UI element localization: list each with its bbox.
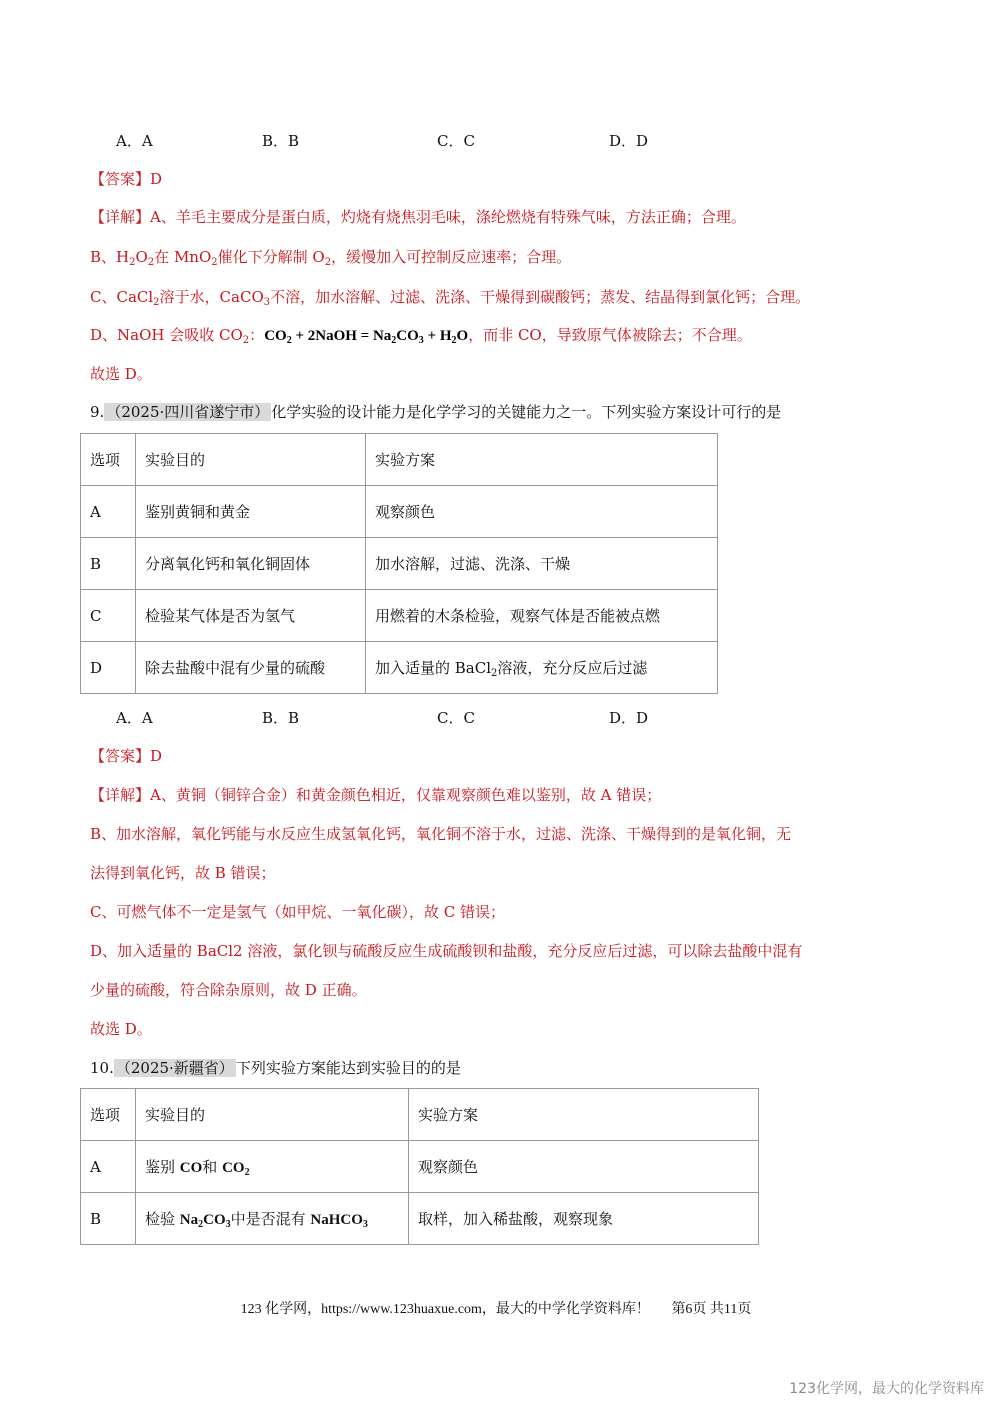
subscript: 2 [451,335,457,346]
q9-option-d: D．D [609,709,649,727]
subscript: 2 [324,257,332,268]
footer-text: 123 化学网，https://www.123huaxue.com，最大的中学化学资料库！ [240,1302,650,1317]
text: D、NaOH 会吸收 CO [90,326,243,344]
plan-cell: 用燃着的木条检验，观察气体是否能被点燃 [366,590,718,642]
q9-options [116,707,816,729]
table-row [81,486,718,538]
subscript: 2 [198,1218,204,1230]
q8-options [116,130,816,152]
q9-detail-c: C、可燃气体不一定是氢气（如甲烷、一氧化碳），故 C 错误； [90,903,505,921]
detail-text: A、羊毛主要成分是蛋白质，灼烧有烧焦羽毛味，涤纶燃烧有特殊气味，方法正确；合理。 [150,208,746,226]
plan-cell: 观察颜色 [409,1141,759,1193]
table-row [81,642,718,694]
q8-conclusion: 故选 D。 [90,365,152,383]
option-cell: C [81,590,136,642]
purpose-cell: 分离氧化钙和氧化铜固体 [136,538,366,590]
table-row [81,590,718,642]
q8-detail-b [90,246,571,274]
q9-conclusion: 故选 D。 [90,1020,152,1038]
header-cell: 实验目的 [136,1089,409,1141]
option-cell: D [81,642,136,694]
page-footer [0,1298,992,1318]
q9-answer [90,745,162,767]
text: 溶液，充分反应后过滤 [497,658,648,677]
formula: NaHCO [310,1211,363,1228]
option-cell: B [81,1193,136,1245]
answer-value: D [150,747,163,765]
q9-detail-d2: 少量的硫酸，符合除杂原则，故 D 正确。 [90,981,367,999]
header-cell: 实验目的 [136,434,366,486]
q9-option-b: B．B [262,709,300,727]
q9-detail-a [90,784,661,806]
subscript: 3 [225,1218,231,1230]
formula: CO [222,1159,245,1176]
table-header-row [81,434,718,486]
watermark: 123化学网，最大的化学资料库 [789,1381,984,1397]
subscript: 2 [244,1166,250,1178]
eq-part: O [456,328,469,344]
text: ： [249,326,265,344]
answer-label: 【答案】 [90,170,151,188]
detail-text: A、黄铜（铜锌合金）和黄金颜色相近，仅靠观察颜色难以鉴别，故 A 错误； [150,786,662,804]
eq-part: CO [264,328,287,344]
text: 溶于水，CaCO [159,288,264,306]
subscript: 2 [491,667,498,679]
subscript: 3 [418,335,424,346]
plan-cell [366,642,718,694]
subscript: 2 [147,257,155,268]
plan-cell: 观察颜色 [366,486,718,538]
q8-detail-d [90,324,752,352]
subscript: 2 [153,297,160,308]
header-cell: 选项 [81,1089,136,1141]
option-cell: A [81,486,136,538]
header-cell: 实验方案 [366,434,718,486]
text: 鉴别 [145,1157,180,1176]
q9-detail-d1: D、加入适量的 BaCl2 溶液，氯化钡与硫酸反应生成硫酸钡和盐酸，充分反应后过滤，可以除去盐酸中混有 [90,942,803,960]
q8-detail-c [90,286,810,314]
subscript: 2 [129,257,136,268]
source-tag: （2025·四川省遂宁市） [106,403,270,421]
header-cell: 选项 [81,434,136,486]
question-text: 下列实验方案能达到实验目的的是 [235,1059,461,1077]
purpose-cell [136,1141,409,1193]
text: O [135,248,148,266]
table-row [81,1141,759,1193]
chemical-equation [264,328,468,344]
detail-label: 【详解】 [90,786,151,804]
detail-label: 【详解】 [90,208,151,226]
answer-value: D [150,170,163,188]
text: 催化下分解制 O [217,248,325,266]
subscript: 3 [362,1218,368,1230]
answer-label: 【答案】 [90,747,151,765]
page-number: 第6页 共11页 [671,1302,752,1317]
table-row [81,1193,759,1245]
source-tag: （2025·新疆省） [115,1059,234,1077]
eq-part: + H [423,328,452,344]
plan-cell: 取样，加入稀盐酸，观察现象 [409,1193,759,1245]
text: 不溶，加水溶解、过滤、洗涤、干燥得到碳酸钙；蒸发、结晶得到氯化钙；合理。 [270,288,811,306]
text: 检验 [145,1209,180,1228]
subscript: 2 [211,257,218,268]
q8-option-d: D．D [609,132,649,150]
table-header-row [81,1089,759,1141]
q8-answer [90,168,162,190]
q8-option-b: B．B [262,132,300,150]
eq-part: + 2NaOH = Na [291,328,392,344]
text: 和 [202,1157,223,1176]
q8-option-c: C．C [437,132,475,150]
option-cell: B [81,538,136,590]
header-cell: 实验方案 [409,1089,759,1141]
text: 加入适量的 BaCl [375,658,492,677]
formula: CO [179,1159,203,1176]
subscript: 3 [263,297,271,308]
q10-stem [90,1057,461,1079]
text: 中是否混有 [230,1209,311,1228]
text: B、H [90,248,130,266]
subscript: 2 [242,335,250,346]
table-row [81,538,718,590]
q9-detail-b1: B、加水溶解，氧化钙能与水反应生成氢氧化钙，氧化铜不溶于水，过滤、洗涤、干燥得到的是氧化铜，无 [90,825,792,843]
subscript: 2 [286,335,292,346]
q9-table [80,433,718,694]
text: 在 MnO [154,248,212,266]
q9-option-a: A．A [116,709,153,727]
q8-option-a: A．A [116,132,153,150]
question-number: 10. [90,1059,114,1077]
text: C、CaCl [90,288,154,306]
question-number: 9. [90,403,105,421]
plan-cell: 加水溶解，过滤、洗涤、干燥 [366,538,718,590]
text: ，缓慢加入可控制反应速率；合理。 [331,248,572,266]
text: ，而非 CO，导致原气体被除去；不合理。 [468,326,752,344]
formula: Na [179,1211,199,1228]
purpose-cell: 除去盐酸中混有少量的硫酸 [136,642,366,694]
question-text: 化学实验的设计能力是化学学习的关键能力之一。下列实验方案设计可行的是 [271,403,782,421]
subscript: 2 [391,335,397,346]
purpose-cell: 检验某气体是否为氢气 [136,590,366,642]
q9-option-c: C．C [437,709,475,727]
q10-table [80,1088,759,1245]
eq-part: CO [396,328,419,344]
formula: CO [203,1211,226,1228]
purpose-cell [136,1193,409,1245]
purpose-cell: 鉴别黄铜和黄金 [136,486,366,538]
q9-detail-b2: 法得到氧化钙，故 B 错误； [90,864,276,882]
q8-detail-a [90,206,746,228]
q9-stem [90,401,781,423]
option-cell: A [81,1141,136,1193]
